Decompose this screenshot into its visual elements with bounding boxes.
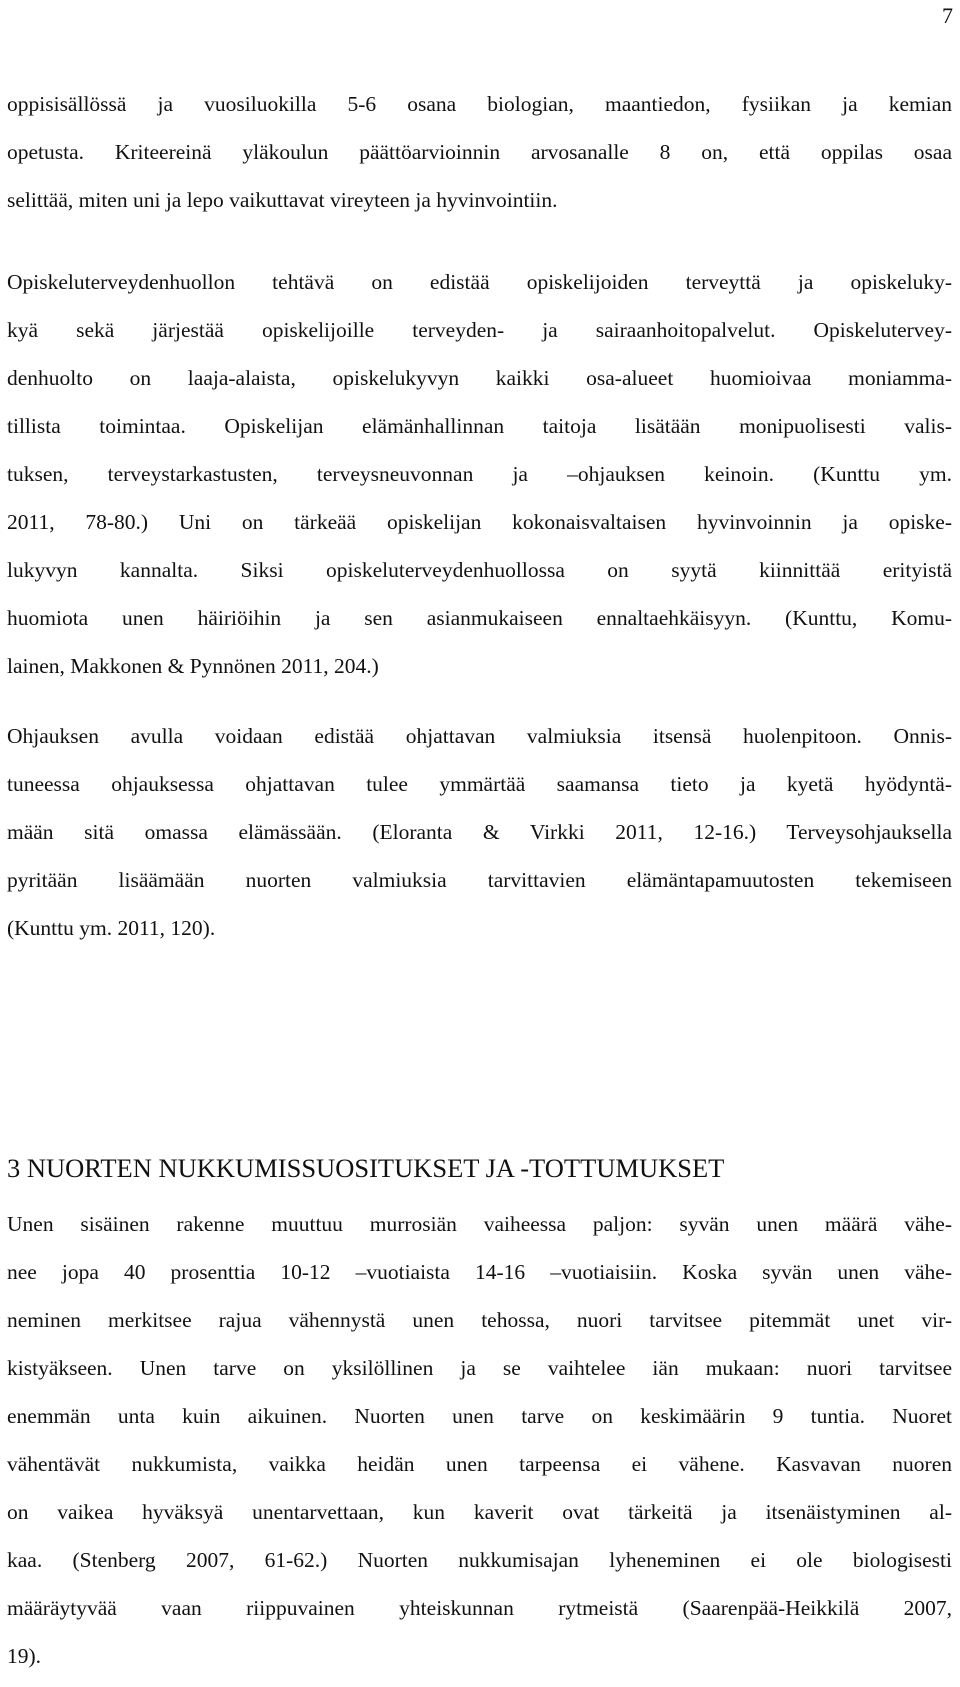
text-line: nee jopa 40 prosenttia 10-12 –vuotiaista 14-16 –vuotiaisiin. Koska syvän unen vähe- (7, 1260, 952, 1284)
text-line: lainen, Makkonen & Pynnönen 2011, 204.) (7, 654, 379, 678)
text-line: denhuolto on laaja-alaista, opiskelukyvyn kaikki osa-alueet huomioivaa moniamma- (7, 366, 952, 390)
text-line: opetusta. Kriteereinä yläkoulun päättöarvioinnin arvosanalle 8 on, että oppilas osaa (7, 140, 952, 164)
text-line: kistyäkseen. Unen tarve on yksilöllinen ja se vaihtelee iän mukaan: nuori tarvitsee (7, 1356, 952, 1380)
paragraph-3 (7, 712, 952, 952)
paragraph-1 (7, 80, 952, 224)
text-line: 19). (7, 1644, 42, 1668)
text-line: huomiota unen häiriöihin ja sen asianmukaiseen ennaltaehkäisyyn. (Kunttu, Komu- (7, 606, 952, 630)
text-line: vähentävät nukkumista, vaikka heidän unen tarpeensa ei vähene. Kasvavan nuoren (7, 1452, 952, 1476)
text-line: Unen sisäinen rakenne muuttuu murrosiän vaiheessa paljon: syvän unen määrä vähe- (7, 1212, 952, 1236)
text-line: pyritään lisäämään nuorten valmiuksia tarvittavien elämäntapamuutosten tekemiseen (7, 868, 952, 892)
text-line: tuneessa ohjauksessa ohjattavan tulee ymmärtää saamansa tieto ja kyetä hyödyntä- (7, 772, 952, 796)
text-line: 2011, 78-80.) Uni on tärkeää opiskelijan kokonaisvaltaisen hyvinvoinnin ja opiske- (7, 510, 952, 534)
text-line: kyä sekä järjestää opiskelijoille terveyden- ja sairaanhoitopalvelut. Opiskelutervey- (7, 318, 952, 342)
section-heading: 3 NUORTEN NUKKUMISSUOSITUKSET JA -TOTTUMUKSET (7, 1153, 725, 1183)
text-line: tuksen, terveystarkastusten, terveysneuvonnan ja –ohjauksen keinoin. (Kunttu ym. (7, 462, 952, 486)
text-line: kaa. (Stenberg 2007, 61-62.) Nuorten nukkumisajan lyheneminen ei ole biologisesti (7, 1548, 952, 1572)
text-line: määräytyvää vaan riippuvainen yhteiskunnan rytmeistä (Saarenpää-Heikkilä 2007, (7, 1596, 952, 1620)
text-line: on vaikea hyväksyä unentarvettaan, kun kaverit ovat tärkeitä ja itsenäistyminen al- (7, 1500, 952, 1524)
paragraph-2 (7, 258, 952, 690)
text-line: lukyvyn kannalta. Siksi opiskeluterveydenhuollossa on syytä kiinnittää erityistä (7, 558, 952, 582)
text-line: mään sitä omassa elämässään. (Eloranta & Virkki 2011, 12-16.) Terveysohjauksella (7, 820, 952, 844)
text-line: selittää, miten uni ja lepo vaikuttavat vireyteen ja hyvinvointiin. (7, 188, 558, 212)
page-number: 7 (942, 3, 953, 28)
text-line: Opiskeluterveydenhuollon tehtävä on edistää opiskelijoiden terveyttä ja opiskeluky- (7, 270, 952, 294)
text-line: neminen merkitsee rajua vähennystä unen tehossa, nuori tarvitsee pitemmät unet vir- (7, 1308, 952, 1332)
text-line: Ohjauksen avulla voidaan edistää ohjattavan valmiuksia itsensä huolenpitoon. Onnis- (7, 724, 952, 748)
paragraph-4 (7, 1200, 952, 1680)
text-line: enemmän unta kuin aikuinen. Nuorten unen tarve on keskimäärin 9 tuntia. Nuoret (7, 1404, 952, 1428)
text-line: (Kunttu ym. 2011, 120). (7, 916, 216, 940)
text-line: oppisisällössä ja vuosiluokilla 5-6 osana biologian, maantiedon, fysiikan ja kemian (7, 92, 952, 116)
text-line: tillista toimintaa. Opiskelijan elämänhallinnan taitoja lisätään monipuolisesti valis- (7, 414, 952, 438)
